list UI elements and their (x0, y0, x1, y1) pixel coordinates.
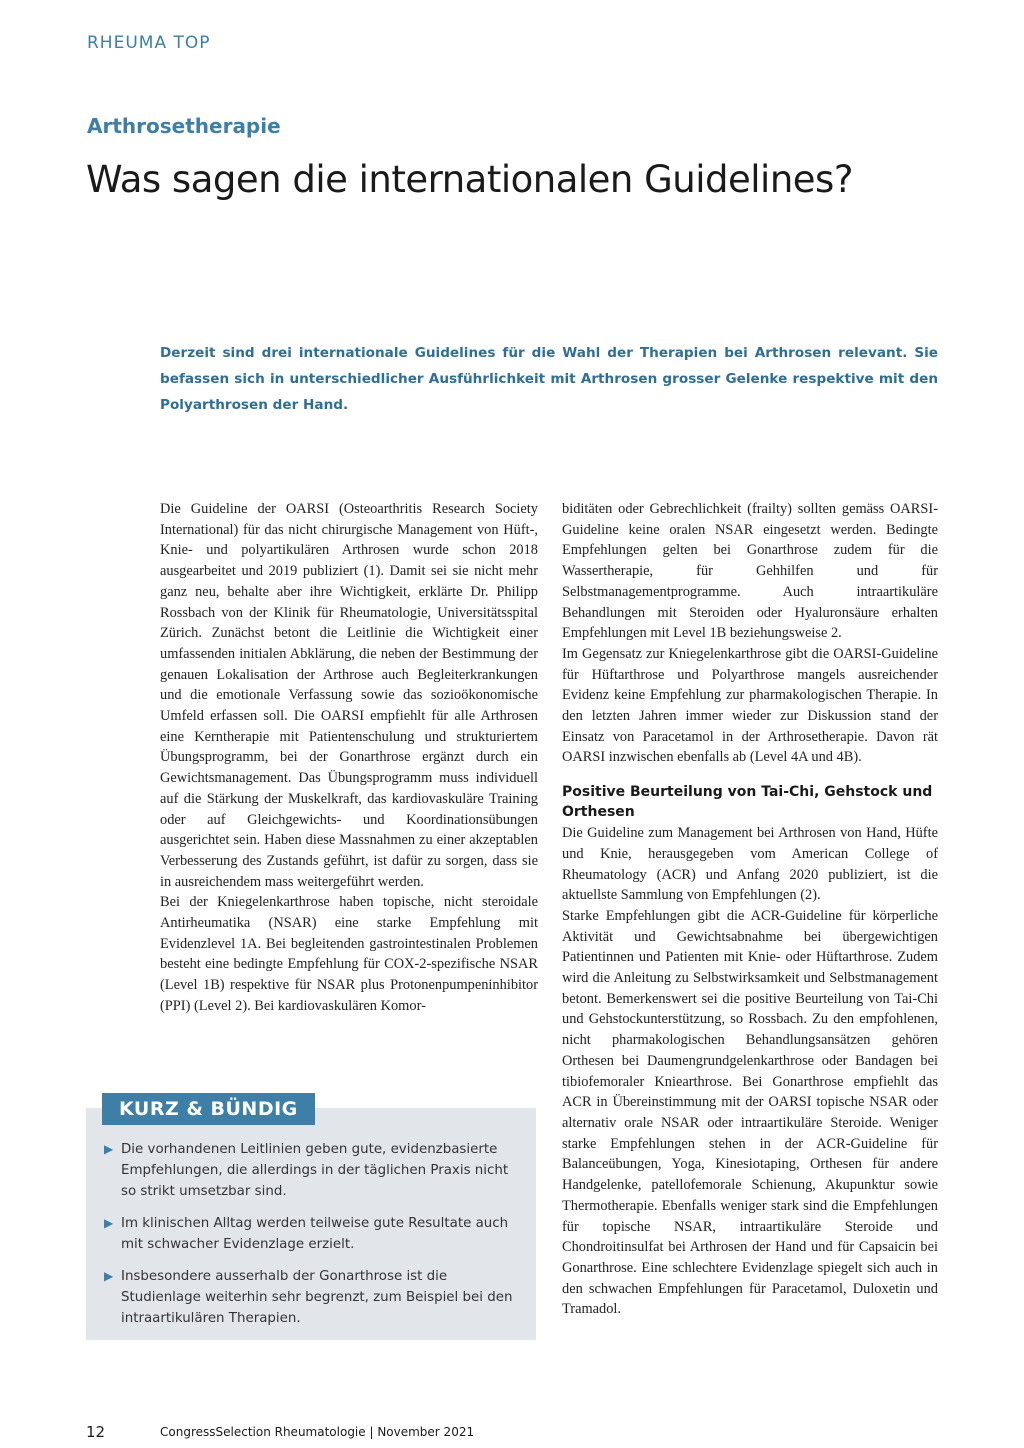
triangle-right-icon: ▶ (104, 1142, 114, 1156)
summary-item (104, 1266, 524, 1329)
summary-item-text: Insbesondere ausserhalb der Gonarthrose ist die Studienlage weiterhin sehr begrenzt, zum Beispiel bei den intraartikulären Therapien. (121, 1269, 513, 1326)
triangle-right-icon: ▶ (104, 1216, 114, 1230)
article-headline: Was sagen die internationalen Guidelines? (86, 158, 853, 201)
body-paragraph: Die Guideline der OARSI (Osteoarthritis Research Society International) für das nicht chirurgische Management von Hüft-, Knie- und polyartikulären Arthrosen wurde schon 2018 ausgearbeitet und 2019 publiziert (1). Damit sei sie nicht mehr ganz neu, behalte aber ihre Wichtigkeit, erklärte Dr. Philipp Rossbach von der Klinik für Rheumatologie, Universitätsspital Zürich. Zunächst betont die Leitlinie die Wichtigkeit einer umfassenden initialen Abklärung, die neben der Bestimmung der genauen Lokalisation der Arthrose auch Begleiterkrankungen und die emotionale Verfassung sowie das sozioökonomische Umfeld erfassen soll. Die OARSI empfiehlt für alle Arthrosen eine Kerntherapie mit Patientenschulung und strukturiertem Übungsprogramm, bei der Gonarthrose ergänzt durch ein Gewichtsmanagement. Das Übungsprogramm muss individuell auf die Stärkung der Muskelkraft, das kardiovaskuläre Training oder auf Gleichgewichts- und Koordinationsübungen ausgerichtet sein. Haben diese Massnahmen zu einer akzeptablen Verbesserung des Zustands geführt, ist dafür zu sorgen, dass sie in ausreichendem mass weitergeführt werden. (160, 501, 538, 890)
article-column-left (160, 499, 538, 1017)
body-paragraph: biditäten oder Gebrechlichkeit (frailty) sollten gemäss OARSI-Guideline keine oralen NSAR eingesetzt werden. Bedingte Empfehlungen gelten bei Gonarthrose zudem für die Wassertherapie, für Gehhilfen und für Selbstmanagementprogramme. Auch intraartikuläre Behandlungen mit Steroiden oder Hyaluronsäure erhalten Empfehlungen mit Level 1B beziehungsweise 2. (562, 501, 938, 642)
summary-item (104, 1139, 524, 1202)
summary-item-text: Die vorhandenen Leitlinien geben gute, evidenzbasierte Empfehlungen, die allerdings in der täglichen Praxis nicht so strikt umsetzbar sind. (121, 1142, 509, 1199)
summary-item (104, 1213, 524, 1255)
body-paragraph: Bei der Kniegelenkarthrose haben topische, nicht steroidale Antirheumatika (NSAR) eine starke Empfehlung mit Evidenzlevel 1A. Bei begleitenden gastrointestinalen Problemen besteht eine bedingte Empfehlung für COX-2-spezifische NSAR (Level 1B) respektive für NSAR plus Protonenpumpeninhibitor (PPI) (Level 2). Bei kardiovaskulären Komor- (160, 894, 538, 1014)
body-paragraph: Im Gegensatz zur Kniegelenkarthrose gibt die OARSI-Guideline für Hüftarthrose und Polyarthrose mangels ausreichender Evidenz keine Empfehlung zur pharmakologischen Therapie. In den letzten Jahren immer wieder zur Diskussion stand der Einsatz von Paracetamol in der Arthrosetherapie. Davon rät OARSI inzwischen ebenfalls ab (Level 4A und 4B). (562, 645, 938, 766)
summary-list (104, 1139, 524, 1340)
footer-publication: CongressSelection Rheumatologie | November 2021 (160, 1425, 475, 1439)
triangle-right-icon: ▶ (104, 1269, 114, 1283)
article-column-right (562, 499, 938, 1320)
summary-item-text: Im klinischen Alltag werden teilweise gute Resultate auch mit schwacher Evidenzlage erzielt. (121, 1216, 509, 1252)
page-number: 12 (86, 1423, 106, 1441)
article-subheading: Positive Beurteilung von Tai-Chi, Gehstock und Orthesen (562, 784, 933, 821)
article-kicker: Arthrosetherapie (87, 114, 281, 138)
article-lead: Derzeit sind drei internationale Guidelines für die Wahl der Therapien bei Arthrosen relevant. Sie befassen sich in unterschiedlicher Ausführlichkeit mit Arthrosen grosser Gelenke respektive mit den Polyarthrosen der Hand. (160, 345, 938, 413)
summary-title: KURZ & BÜNDIG (102, 1093, 315, 1125)
body-paragraph: Die Guideline zum Management bei Arthrosen von Hand, Hüfte und Knie, herausgegeben vom American College of Rheumatology (ACR) und Anfang 2020 publiziert, ist die aktuellste Sammlung von Empfehlungen (2). (562, 825, 938, 904)
section-label: RHEUMA TOP (87, 33, 211, 53)
body-paragraph: Starke Empfehlungen gibt die ACR-Guideline für körperliche Aktivität und Gewichtsabnahme bei übergewichtigen Patientinnen und Patienten mit Knie- oder Hüftarthrose. Zudem wird die Anleitung zu Selbstwirksamkeit und Selbstmanagement betont. Bemerkenswert sei die positive Beurteilung von Tai-Chi und Gehstockunterstützung, so Rossbach. Zu den empfohlenen, nicht pharmakologischen Behandlungsansätzen gehören Orthesen bei Daumengrundgelenkarthrose oder Bandagen bei tibiofemoraler Kniearthrose. Bei Gonarthrose empfiehlt das ACR in Übereinstimmung mit der OARSI topische NSAR oder alternativ orale NSAR oder intraartikuläre Steroide. Weniger starke Empfehlungen stehen in der ACR-Guideline für Balanceübungen, Yoga, Kinesiotaping, Orthesen für andere Handgelenke, patellofemorale Schienung, Akupunktur sowie Thermotherapie. Ebenfalls weniger stark sind die Empfehlungen für topische NSAR, intraartikuläre Steroide und Chondroitinsulfat bei Arthrosen der Hand und für Capsaicin bei Gonarthrose. Eine schlechtere Evidenzlage spiegelt sich auch in den schwachen Empfehlungen für Paracetamol, Duloxetin und Tramadol. (562, 907, 938, 1318)
